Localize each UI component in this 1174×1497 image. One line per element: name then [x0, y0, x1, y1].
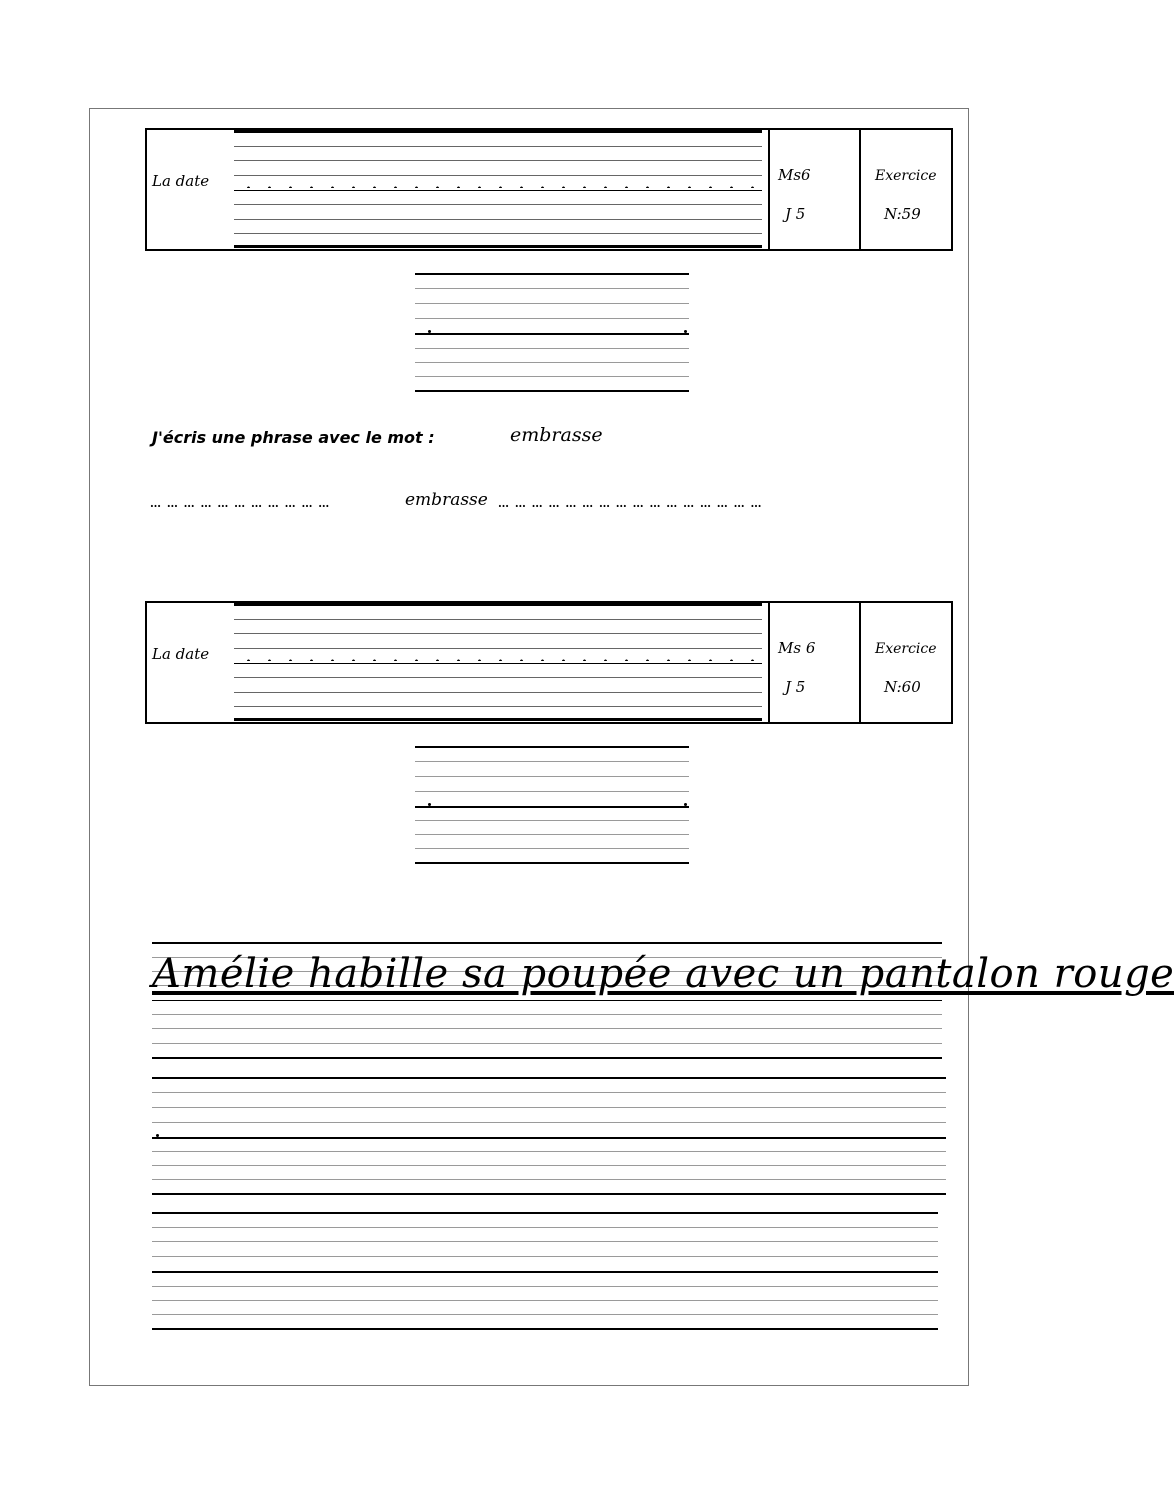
- start-dot: [156, 1134, 159, 1137]
- practice-line: [415, 862, 689, 864]
- practice-guide-line: [415, 820, 689, 821]
- writing-guide-line: [152, 1043, 942, 1044]
- writing-guide-line: [152, 1122, 946, 1123]
- writing-line: [152, 1193, 946, 1195]
- end-dot: [684, 330, 687, 333]
- date-guide-line: [234, 633, 762, 634]
- writing-guide-line: [152, 1227, 938, 1228]
- writing-guide-line: [152, 1107, 946, 1108]
- ms-label: Ms6: [778, 166, 811, 184]
- header-divider: [768, 128, 770, 251]
- writing-guide-line: [152, 1300, 938, 1301]
- date-guide-line: [234, 219, 762, 220]
- date-line-top: [234, 130, 762, 133]
- date-guide-line: [234, 706, 762, 707]
- practice-line: [415, 273, 689, 275]
- date-guide-line: [234, 648, 762, 649]
- start-dot: [428, 330, 431, 333]
- writing-guide-line: [152, 1286, 938, 1287]
- answer-dots-left: … … … … … … … … … … …: [150, 497, 331, 510]
- writing-line: [152, 1328, 938, 1330]
- instruction-text: J'écris une phrase avec le mot :: [152, 428, 435, 447]
- practice-guide-line: [415, 288, 689, 289]
- start-dot: [428, 803, 431, 806]
- practice-guide-line: [415, 303, 689, 304]
- header-divider: [859, 601, 861, 724]
- date-base-line: [234, 190, 762, 191]
- date-guide-line: [234, 146, 762, 147]
- writing-guide-line: [152, 1179, 946, 1180]
- writing-guide-line: [152, 1151, 946, 1152]
- writing-line: [152, 1057, 942, 1059]
- writing-guide-line: [152, 1241, 938, 1242]
- writing-line: [152, 1212, 938, 1214]
- writing-guide-line: [152, 1256, 938, 1257]
- practice-base-line: [415, 333, 689, 335]
- ms-label: Ms 6: [778, 639, 816, 657]
- writing-base-line: [152, 1000, 942, 1001]
- practice-line: [415, 390, 689, 392]
- j-label: J 5: [785, 678, 806, 696]
- instruction-word: embrasse: [510, 424, 603, 446]
- date-base-line: [234, 663, 762, 664]
- header-divider: [768, 601, 770, 724]
- date-guide-line: [234, 160, 762, 161]
- exercise-label: Exercice: [875, 641, 937, 657]
- practice-guide-line: [415, 362, 689, 363]
- writing-base-line: [152, 1137, 946, 1139]
- writing-guide-line: [152, 1014, 942, 1015]
- writing-line: [152, 1077, 946, 1079]
- practice-guide-line: [415, 834, 689, 835]
- practice-guide-line: [415, 791, 689, 792]
- writing-base-line: [152, 1271, 938, 1273]
- date-guide-line: [234, 175, 762, 176]
- answer-dots-right: … … … … … … … … … … … … … … … …: [498, 497, 763, 510]
- model-sentence: Amélie habille sa poupée avec un pantalon rouge: [152, 951, 1174, 997]
- date-line-bottom: [234, 718, 762, 721]
- writing-guide-line: [152, 1028, 942, 1029]
- practice-guide-line: [415, 848, 689, 849]
- exercise-number: N:60: [884, 678, 921, 696]
- j-label: J 5: [785, 205, 806, 223]
- answer-word: embrasse: [405, 490, 488, 510]
- date-dotted-line: [238, 186, 758, 188]
- date-guide-line: [234, 677, 762, 678]
- date-label: La date: [152, 645, 210, 663]
- writing-guide-line: [152, 1314, 938, 1315]
- writing-line: [152, 942, 942, 944]
- practice-guide-line: [415, 318, 689, 319]
- date-guide-line: [234, 204, 762, 205]
- practice-line: [415, 746, 689, 748]
- header-divider: [859, 128, 861, 251]
- practice-guide-line: [415, 348, 689, 349]
- end-dot: [684, 803, 687, 806]
- date-line-bottom: [234, 245, 762, 248]
- date-dotted-line: [238, 659, 758, 661]
- practice-base-line: [415, 806, 689, 808]
- date-label: La date: [152, 172, 210, 190]
- date-guide-line: [234, 233, 762, 234]
- practice-guide-line: [415, 776, 689, 777]
- exercise-label: Exercice: [875, 168, 937, 184]
- writing-guide-line: [152, 1165, 946, 1166]
- writing-guide-line: [152, 1092, 946, 1093]
- practice-guide-line: [415, 376, 689, 377]
- practice-guide-line: [415, 761, 689, 762]
- exercise-number: N:59: [884, 205, 921, 223]
- date-guide-line: [234, 619, 762, 620]
- date-guide-line: [234, 692, 762, 693]
- date-line-top: [234, 603, 762, 606]
